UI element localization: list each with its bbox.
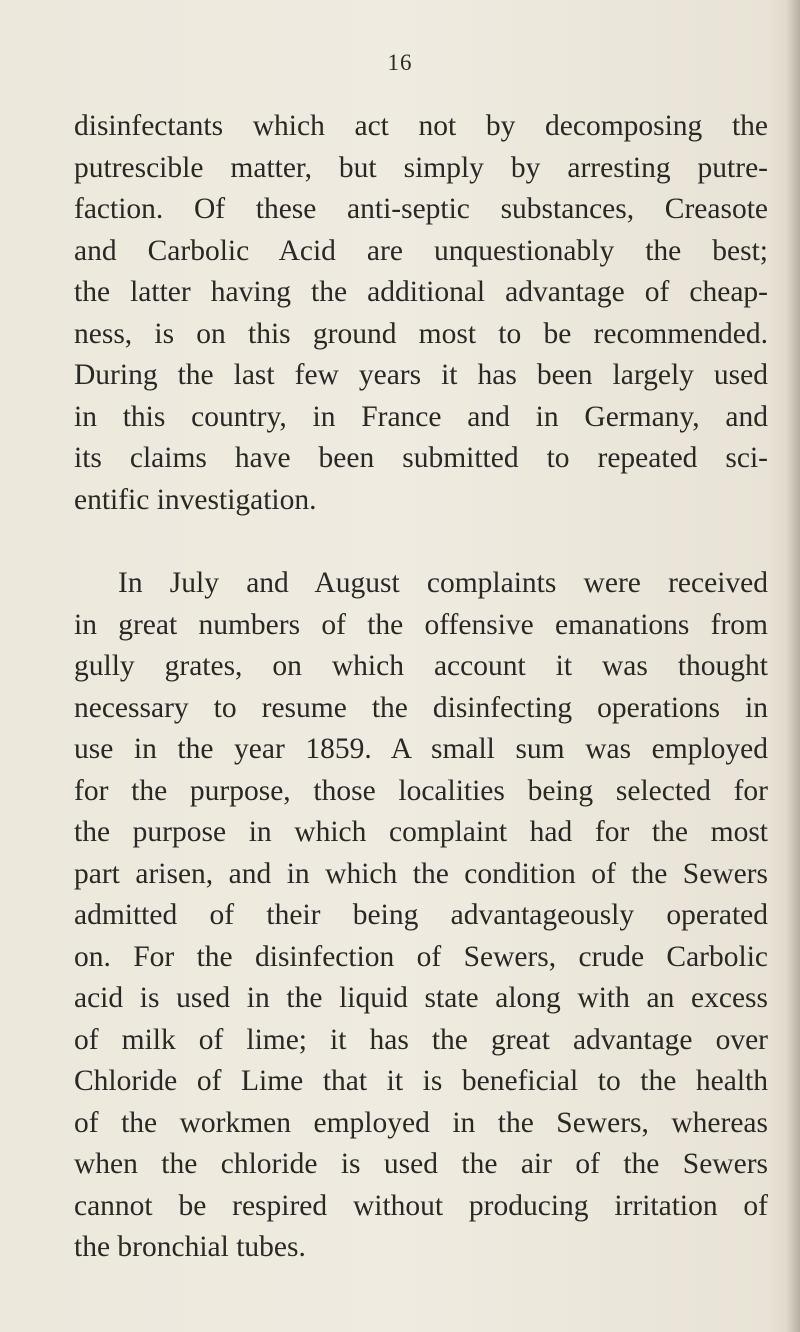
- text-line: the latter having the additional advantage of cheap-: [74, 276, 768, 308]
- text-line: part arisen, and in which the condition of the Sewers: [74, 857, 768, 890]
- text-line: in this country, in France and in Germany, and: [74, 400, 768, 433]
- text-line: During the last few years it has been largely used: [74, 359, 768, 391]
- text-line: for the purpose, those localities being selected for: [74, 774, 768, 807]
- text-line: on. For the disinfection of Sewers, crude Carbolic: [74, 940, 768, 973]
- text-line: putrescible matter, but simply by arresting putre-: [74, 151, 768, 184]
- text-line: of the workmen employed in the Sewers, whereas: [74, 1106, 768, 1139]
- text-line: gully grates, on which account it was thought: [74, 650, 768, 682]
- text-line: the bronchial tubes.: [74, 1231, 306, 1263]
- text-line: necessary to resume the disinfecting operations in: [74, 691, 768, 724]
- text-line: the purpose in which complaint had for the most: [74, 816, 768, 848]
- text-line: ness, is on this ground most to be recommended.: [74, 317, 768, 350]
- text-line: disinfectants which act not by decomposing the: [74, 110, 768, 142]
- text-line: cannot be respired without producing irritation of: [74, 1189, 768, 1222]
- text-line: faction. Of these anti-septic substances, Creasote: [74, 193, 768, 225]
- paragraph-1: [74, 106, 768, 521]
- page-edge-shadow: [786, 0, 800, 1332]
- paragraph-2: [74, 563, 768, 1269]
- text-line: in great numbers of the offensive emanations from: [74, 608, 768, 641]
- text-line: and Carbolic Acid are unquestionably the best;: [74, 234, 768, 267]
- body-text: [74, 106, 768, 1269]
- text-line: of milk of lime; it has the great advantage over: [74, 1023, 768, 1056]
- text-line: In July and August complaints were received: [118, 567, 768, 599]
- text-line: Chloride of Lime that it is beneficial to the health: [74, 1065, 768, 1097]
- text-line: its claims have been submitted to repeated sci-: [74, 442, 768, 474]
- text-line: when the chloride is used the air of the Sewers: [74, 1148, 768, 1180]
- page-number: 16: [387, 50, 413, 75]
- text-line: use in the year 1859. A small sum was employed: [74, 733, 768, 765]
- text-line: entific investigation.: [74, 483, 317, 516]
- text-line: admitted of their being advantageously operated: [74, 899, 768, 931]
- text-line: acid is used in the liquid state along with an excess: [74, 982, 768, 1014]
